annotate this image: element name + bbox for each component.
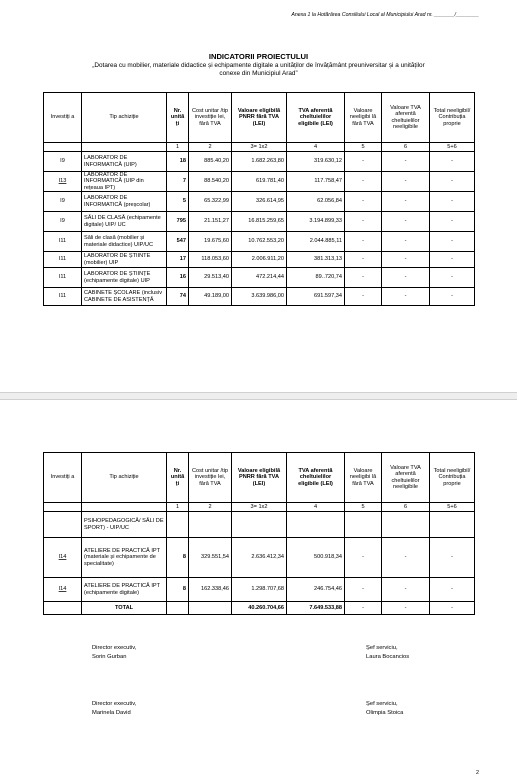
val-neeligibila-cell: [345, 512, 382, 538]
total-neeligibil-cell: -: [430, 172, 475, 192]
investitia-cell: I11: [44, 268, 82, 288]
header-tip: Tip achiziție: [82, 93, 167, 143]
tva-eligibila-cell: [287, 512, 345, 538]
tip-achizitie-cell: LABORATOR DE INFORMATICĂ (preșcolar): [82, 192, 167, 212]
header-number: 2: [189, 503, 232, 512]
investitia-cell: I9: [44, 212, 82, 232]
investitia-cell: I9: [44, 192, 82, 212]
document-subtitle: „Dotarea cu mobilier, materiale didactice și echipamente digitale a unităților de învățământ preuniversitar și a unităților conexe din Municipiul Arad”: [92, 62, 425, 77]
header-number: 6: [382, 503, 430, 512]
header-number: 3= 1x2: [232, 143, 287, 152]
nr-unitati-cell: [167, 512, 189, 538]
table-row: [44, 172, 475, 192]
tva-neeligibila-cell: -: [382, 288, 430, 306]
header-number: 1: [167, 143, 189, 152]
investitia-cell: I13: [44, 172, 82, 192]
tva-eligibila-cell: 3.194.899,33: [287, 212, 345, 232]
investitia-cell: I11: [44, 288, 82, 306]
header-number: 2: [189, 143, 232, 152]
tip-achizitie-cell: Săli de clasă (mobilier și materiale didactice) UIP/UC: [82, 232, 167, 252]
valoare-eligibila-cell: 326.614,95: [232, 192, 287, 212]
total-val-neelig: -: [345, 602, 382, 615]
tip-achizitie-cell: ATELIERE DE PRACTICĂ IPT (materiale și echipamente de specialitate): [82, 538, 167, 578]
table-row: [44, 538, 475, 578]
cost-unitar-cell: 49.189,00: [189, 288, 232, 306]
valoare-eligibila-cell: [232, 512, 287, 538]
tip-achizitie-cell: LABORATOR DE ȘTIINȚE (echipamente digitale) UIP: [82, 268, 167, 288]
table-row: [44, 578, 475, 602]
header-investitia: Investiți a: [44, 453, 82, 503]
signature-role: Șef serviciu,: [366, 645, 398, 651]
signature-left-1: [92, 644, 136, 662]
nr-unitati-cell: 17: [167, 252, 189, 268]
header-row: [44, 453, 475, 503]
signature-left-2: [92, 700, 136, 718]
nr-unitati-cell: 7: [167, 172, 189, 192]
tva-neeligibila-cell: -: [382, 578, 430, 602]
investitia-cell: [44, 512, 82, 538]
investitia-cell: I14: [44, 578, 82, 602]
val-neeligibila-cell: -: [345, 232, 382, 252]
header-investitia: Investiți a: [44, 93, 82, 143]
val-neeligibila-cell: -: [345, 212, 382, 232]
header-number: 5: [345, 503, 382, 512]
header-tva-neelig: Valoare TVA aferentă cheltuielilor neeligibile: [382, 93, 430, 143]
tva-eligibila-cell: 381.313,13: [287, 252, 345, 268]
valoare-eligibila-cell: 1.682.263,80: [232, 152, 287, 172]
valoare-eligibila-cell: 1.298.707,68: [232, 578, 287, 602]
valoare-eligibila-cell: 10.762.553,20: [232, 232, 287, 252]
tva-eligibila-cell: 246.754,46: [287, 578, 345, 602]
nr-unitati-cell: 795: [167, 212, 189, 232]
nr-unitati-cell: 8: [167, 578, 189, 602]
tip-achizitie-cell: PSIHOPEDAGOGICĂ/ SĂLI DE SPORT) - UIP/UC: [82, 512, 167, 538]
table-row: [44, 152, 475, 172]
signature-right-1: [366, 644, 409, 662]
investitia-cell: I11: [44, 252, 82, 268]
header-tva: TVA aferentă cheltuielilor eligibile (LEI): [287, 453, 345, 503]
header-nr: Nr. unită ți: [167, 93, 189, 143]
cost-unitar-cell: 162.338,46: [189, 578, 232, 602]
cost-unitar-cell: 21.151,27: [189, 212, 232, 232]
total-tva-neelig: -: [382, 602, 430, 615]
cost-unitar-cell: 88.540,20: [189, 172, 232, 192]
document-title: INDICATORII PROIECTULUI: [208, 52, 309, 61]
valoare-eligibila-cell: 2.006.911,20: [232, 252, 287, 268]
cost-unitar-cell: 65.322,99: [189, 192, 232, 212]
valoare-eligibila-cell: 16.815.259,65: [232, 212, 287, 232]
header-nr: Nr. unită ți: [167, 453, 189, 503]
signature-name: Laura Bocancios: [366, 654, 410, 660]
total-neeligibil-cell: -: [430, 268, 475, 288]
total-tva: 7.649.533,88: [287, 602, 345, 615]
cost-unitar-cell: 19.675,60: [189, 232, 232, 252]
header-number: 1: [167, 503, 189, 512]
annex-reference: Anexa 1 la Hotărârea Consiliului Local al Municipiului Arad nr. _______/________: [291, 12, 479, 18]
header-valoare: Valoare eligibilă PNRR fără TVA (LEI): [232, 93, 287, 143]
table-row: [44, 512, 475, 538]
header-number: 3= 1x2: [232, 503, 287, 512]
header-total: Total neeligibil/ Contribuția proprie: [430, 93, 475, 143]
table-row: [44, 192, 475, 212]
nr-unitati-cell: 74: [167, 288, 189, 306]
tip-achizitie-cell: LABORATOR DE INFORMATICĂ (UIP): [82, 152, 167, 172]
signature-role: Director executiv,: [92, 645, 137, 651]
header-valoare: Valoare eligibilă PNRR fără TVA (LEI): [232, 453, 287, 503]
val-neeligibila-cell: -: [345, 192, 382, 212]
investitia-cell: I9: [44, 152, 82, 172]
indicators-table-1: [43, 92, 475, 306]
val-neeligibila-cell: -: [345, 268, 382, 288]
cost-unitar-cell: 118.053,60: [189, 252, 232, 268]
cost-unitar-cell: 885.40,20: [189, 152, 232, 172]
total-neeligibil-cell: -: [430, 538, 475, 578]
investitia-cell: I11: [44, 232, 82, 252]
signature-role: Șef serviciu,: [366, 701, 398, 707]
total-neeligibil-cell: -: [430, 152, 475, 172]
tva-eligibila-cell: 691.597,34: [287, 288, 345, 306]
tva-eligibila-cell: 62.056,84: [287, 192, 345, 212]
total-neeligibil-cell: -: [430, 288, 475, 306]
val-neeligibila-cell: -: [345, 288, 382, 306]
val-neeligibila-cell: -: [345, 252, 382, 268]
header-val-neelig: Valoare neeligibi lă fără TVA: [345, 93, 382, 143]
tva-neeligibila-cell: -: [382, 172, 430, 192]
tva-neeligibila-cell: -: [382, 538, 430, 578]
header-val-neelig: Valoare neeligibi lă fără TVA: [345, 453, 382, 503]
header-number: 4: [287, 503, 345, 512]
nr-unitati-cell: 16: [167, 268, 189, 288]
total-label: TOTAL: [82, 602, 167, 615]
total-neeligibil-cell: -: [430, 212, 475, 232]
val-neeligibila-cell: -: [345, 152, 382, 172]
tva-eligibila-cell: 89..720,74: [287, 268, 345, 288]
valoare-eligibila-cell: 472.214,44: [232, 268, 287, 288]
tip-achizitie-cell: LABORATOR DE ȘTIINTE (mobilier) UIP: [82, 252, 167, 268]
page-number: 2: [476, 770, 479, 776]
val-neeligibila-cell: -: [345, 578, 382, 602]
header-number: 6: [382, 143, 430, 152]
val-neeligibila-cell: -: [345, 538, 382, 578]
nr-unitati-cell: 18: [167, 152, 189, 172]
tip-achizitie-cell: ATELIERE DE PRACTICĂ IPT (echipamente digitale): [82, 578, 167, 602]
signature-name: Sorin Gurban: [92, 654, 127, 660]
cost-unitar-cell: [189, 512, 232, 538]
table-row: [44, 288, 475, 306]
tva-eligibila-cell: 2.044.885,11: [287, 232, 345, 252]
total-row: [44, 602, 475, 615]
tva-eligibila-cell: 500.918,34: [287, 538, 345, 578]
signature-right-2: [366, 700, 403, 718]
header-numbers-row: [44, 143, 475, 152]
val-neeligibila-cell: -: [345, 172, 382, 192]
total-neeligibil-cell: -: [430, 192, 475, 212]
header-tva-neelig: Valoare TVA aferentă cheltuielilor neeligibile: [382, 453, 430, 503]
tip-achizitie-cell: SĂLI DE CLASĂ (echipamente digitale) UIP/ UC: [82, 212, 167, 232]
tip-achizitie-cell: LABORATOR DE INFORMATICĂ (UIP din rețeaua IPT): [82, 172, 167, 192]
table-row: [44, 232, 475, 252]
tva-neeligibila-cell: -: [382, 268, 430, 288]
tva-neeligibila-cell: -: [382, 152, 430, 172]
signature-name: Olimpia Stoica: [366, 710, 404, 716]
nr-unitati-cell: 5: [167, 192, 189, 212]
header-number: 5: [345, 143, 382, 152]
nr-unitati-cell: 8: [167, 538, 189, 578]
total-contributie: -: [430, 602, 475, 615]
table-row: [44, 268, 475, 288]
tva-eligibila-cell: 319.630,12: [287, 152, 345, 172]
tva-neeligibila-cell: -: [382, 232, 430, 252]
table-row: [44, 252, 475, 268]
total-neeligibil-cell: -: [430, 578, 475, 602]
header-tip: Tip achiziție: [82, 453, 167, 503]
total-valoare: 40.260.704,66: [232, 602, 287, 615]
valoare-eligibila-cell: 619.781,40: [232, 172, 287, 192]
valoare-eligibila-cell: 3.639.986,00: [232, 288, 287, 306]
total-neeligibil-cell: -: [430, 252, 475, 268]
nr-unitati-cell: 547: [167, 232, 189, 252]
tva-neeligibila-cell: -: [382, 192, 430, 212]
investitia-cell: I14: [44, 538, 82, 578]
valoare-eligibila-cell: 2.636.412,34: [232, 538, 287, 578]
total-neeligibil-cell: [430, 512, 475, 538]
header-cost: Cost unitar /tip investiție lei, fără TVA: [189, 453, 232, 503]
total-neeligibil-cell: -: [430, 232, 475, 252]
signature-name: Marinela David: [92, 710, 131, 716]
header-total: Total neeligibil/ Contribuția proprie: [430, 453, 475, 503]
table-row: [44, 212, 475, 232]
header-tva: TVA aferentă cheltuielilor eligibile (LEI): [287, 93, 345, 143]
header-numbers-row: [44, 503, 475, 512]
indicators-table-2: [43, 452, 475, 615]
page-2: [0, 400, 517, 776]
header-number: 5+6: [430, 503, 475, 512]
tva-eligibila-cell: 117.758,47: [287, 172, 345, 192]
cost-unitar-cell: 329.551,54: [189, 538, 232, 578]
header-number: 5+6: [430, 143, 475, 152]
tip-achizitie-cell: CABINETE ȘCOLARE (inclusiv CABINETE DE ASISTENȚĂ: [82, 288, 167, 306]
header-number: 4: [287, 143, 345, 152]
signature-role: Director executiv,: [92, 701, 137, 707]
tva-neeligibila-cell: -: [382, 252, 430, 268]
header-row: [44, 93, 475, 143]
cost-unitar-cell: 29.513,40: [189, 268, 232, 288]
page-separator: [0, 392, 517, 400]
tva-neeligibila-cell: [382, 512, 430, 538]
header-cost: Cost unitar /tip investiție lei, fără TVA: [189, 93, 232, 143]
tva-neeligibila-cell: -: [382, 212, 430, 232]
